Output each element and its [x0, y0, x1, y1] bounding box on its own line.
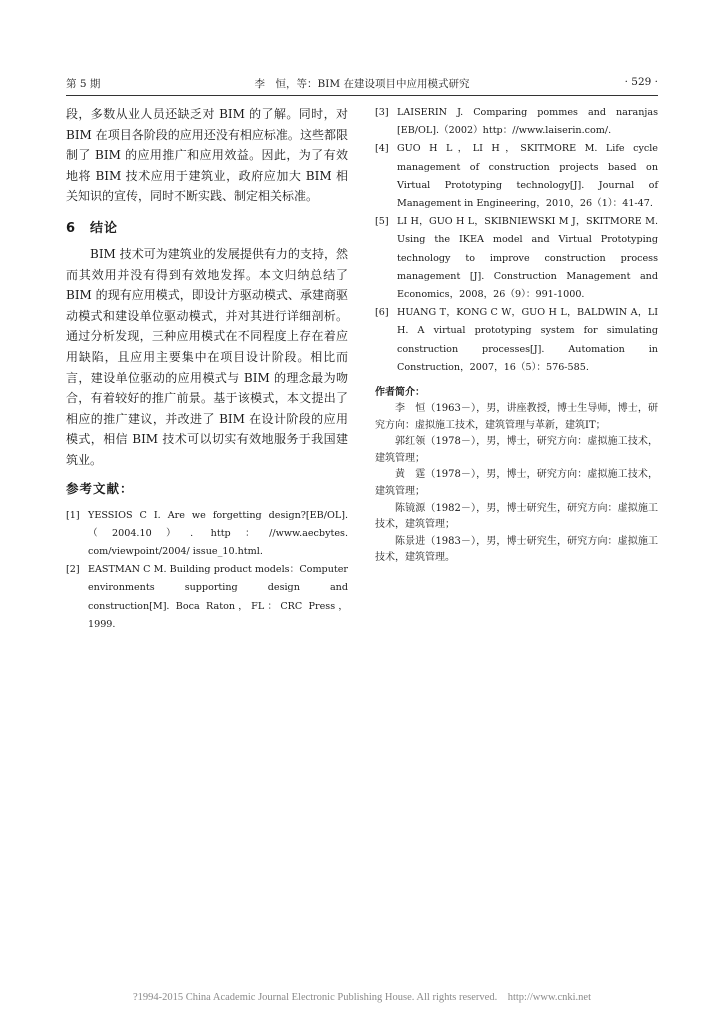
author-bio: 陈景进（1983－），男，博士研究生，研究方向：虚拟施工技术，建筑管理。	[375, 535, 658, 564]
page-header	[66, 72, 658, 94]
issue-number: 第 5 期	[66, 78, 101, 90]
author-bio: 陈镜源（1982－），男，博士研究生，研究方向：虚拟施工技术，建筑管理；	[375, 502, 658, 531]
author-bio: 李 恒（1963－），男，讲座教授，博士生导师，博士，研究方向：虚拟施工技术，建筑管理与革新，建筑IT；	[375, 403, 658, 431]
reference-number: [1]	[66, 509, 80, 521]
reference-item	[66, 561, 348, 634]
reference-item	[375, 104, 658, 140]
reference-number: [5]	[375, 216, 389, 228]
author-bio: 黄 霆（1978－），男，博士，研究方向：虚拟施工技术，建筑管理；	[375, 469, 658, 498]
reference-item	[66, 507, 348, 562]
references-list-left	[66, 507, 348, 634]
page-number: · 529 ·	[624, 76, 658, 88]
right-column	[375, 104, 658, 567]
reference-text: YESSIOS C I. Are we forgetting design?[EB/OL]. （2004.10）. http：//www.aecbytes. com/viewpoint/2004/ issue_10.html.	[88, 509, 348, 557]
reference-number: [4]	[375, 143, 389, 155]
reference-text: EASTMAN C M. Building product models：Computer environments supporting design and construction[M]. Boca Raton，FL：CRC Press，1999.	[88, 564, 348, 630]
reference-item	[375, 140, 658, 213]
authors-heading: 作者简介：	[375, 387, 425, 399]
copyright-footer: ?1994-2015 China Academic Journal Electronic Publishing House. All rights reserved. http://www.cnki.net	[132, 992, 592, 1003]
reference-number: [3]	[375, 107, 389, 118]
reference-item	[375, 213, 658, 304]
references-title: 参考文献：	[66, 480, 134, 496]
reference-text: LI H，GUO H L，SKIBNIEWSKI M J，SKITMORE M. Using the IKEA model and Virtual Prototyping technology to improve construction process management [J]. Construction Management and Economics，2008，26（9）：991-1000.	[397, 216, 658, 301]
reference-number: [2]	[66, 564, 80, 576]
reference-text: HUANG T，KONG C W，GUO H L，BALDWIN A，LI H. A virtual prototyping system for simulating construction processes[J]. Automation in Construction，2007，16（5）：576-585.	[397, 307, 658, 373]
conclusion-paragraph: BIM 技术可为建筑业的发展提供有力的支持，然而其效用并没有得到有效地发挥。本文归纳总结了 BIM 的现有应用模式，即设计方驱动模式、承建商驱动模式和建设单位驱动模式，并对其进行详细剖析。通过分析发现，三种应用模式在不同程度上存在着应用缺陷，且应用主要集中在项目设计阶段。相比而言，建设单位驱动的应用模式与 BIM 的理念最为吻合，有着较好的推广前景。基于该模式，本文提出了相应的推广建议，并改进了 BIM 在设计阶段的应用模式，相信 BIM 技术可以切实有效地服务于我国建筑业。	[66, 246, 348, 467]
reference-text: GUO H L，LI H，SKITMORE M. Life cycle management of construction projects based on Virtual Prototyping technology[J]. Journal of Management in Engineering，2010，26（1）：41-47.	[397, 143, 658, 210]
intro-paragraph: 段，多数从业人员还缺乏对 BIM 的了解。同时，对 BIM 在项目各阶段的应用还没有相应标准。这些都限制了 BIM 的应用推广和应用效益。因此，为了有效地将 BIM 技术应用于建筑业，政府应加大 BIM 相关知识的宣传，同时不断实践、制定相关标准。	[66, 107, 348, 204]
header-rule	[66, 95, 658, 96]
reference-item	[375, 304, 658, 377]
reference-number: [6]	[375, 307, 389, 319]
references-list-right	[375, 104, 658, 377]
left-column	[66, 104, 348, 634]
running-title: 李 恒，等：BIM 在建设项目中应用模式研究	[254, 78, 470, 90]
author-bio: 郭红领（1978－），男，博士，研究方向：虚拟施工技术，建筑管理；	[375, 436, 658, 464]
section-title-conclusion: 6 结论	[66, 220, 119, 236]
reference-text: LAISERIN J. Comparing pommes and naranjas [EB/OL].（2002）http：//www.laiserin.com/.	[397, 107, 658, 137]
